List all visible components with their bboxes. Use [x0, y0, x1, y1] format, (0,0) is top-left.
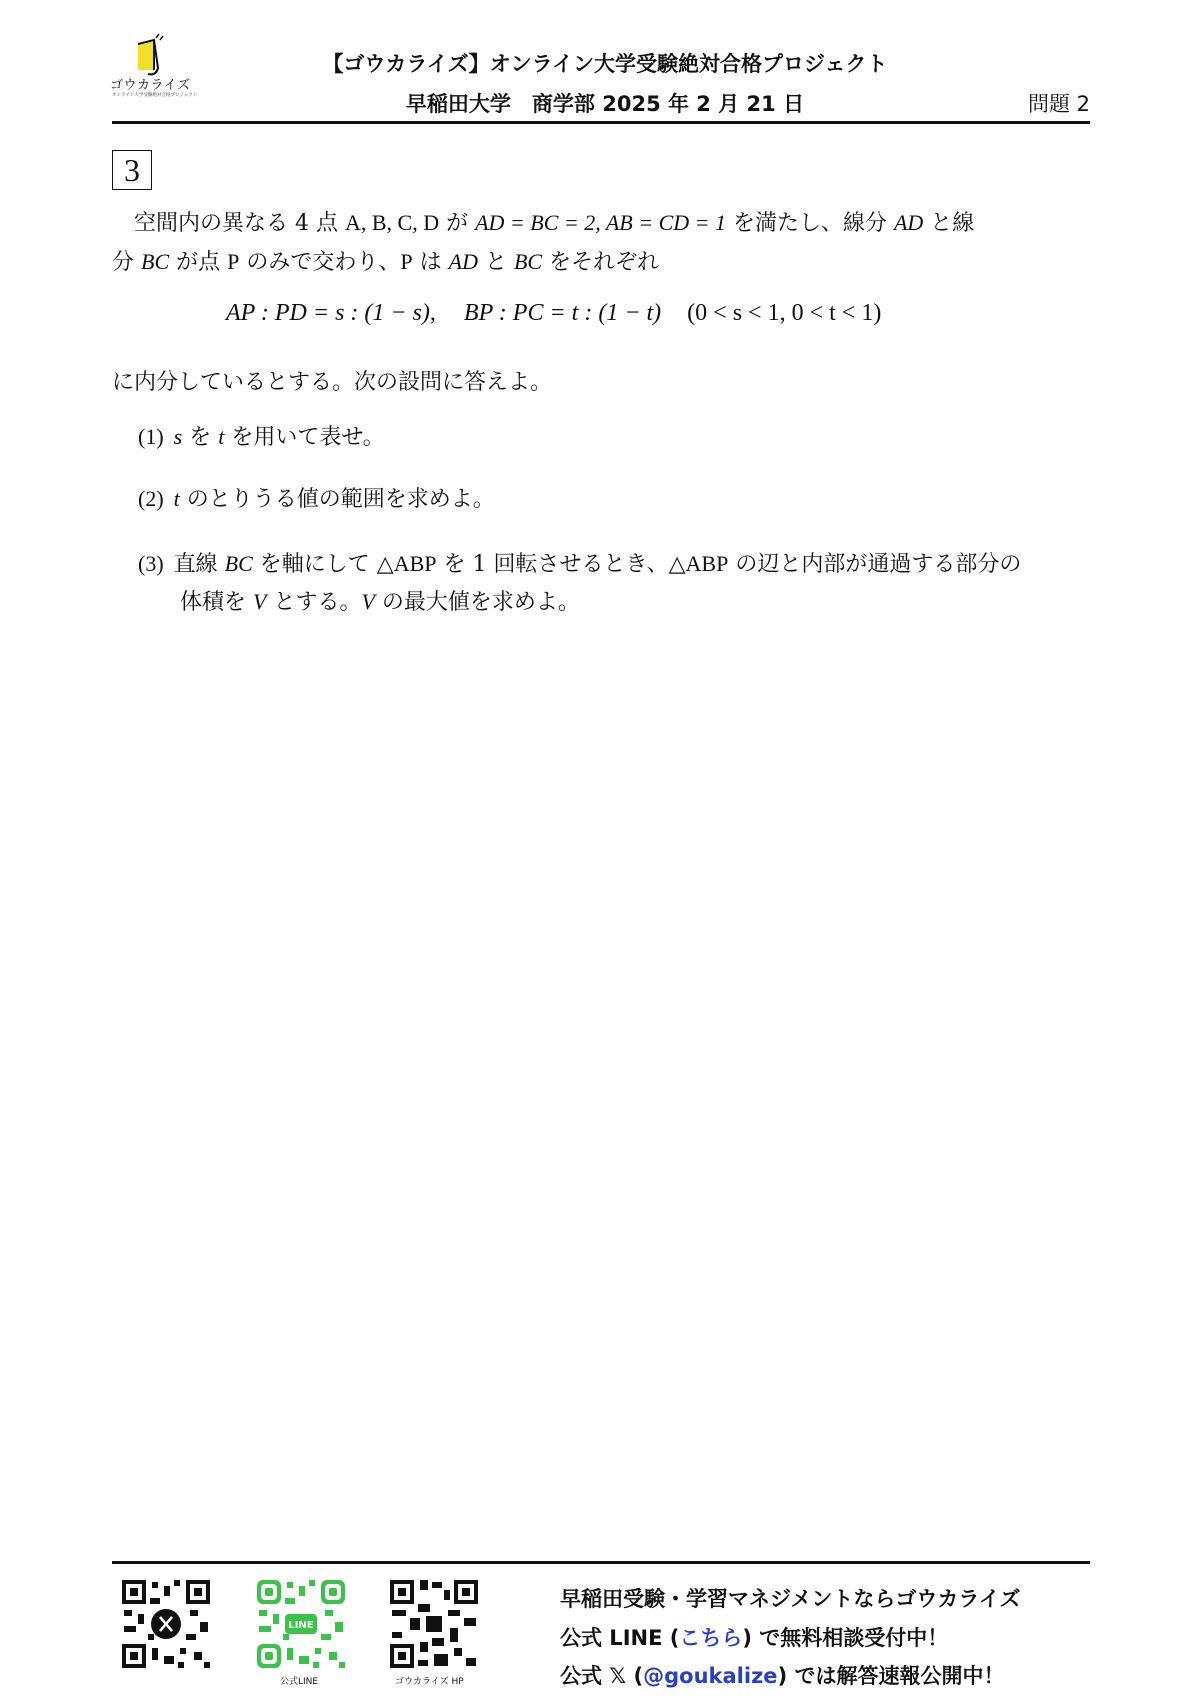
footer-divider: [112, 1561, 1090, 1564]
problem-number-box: 3: [112, 150, 152, 190]
ratio-formula: AP : PD = s : (1 − s), BP : PC = t : (1 − t) (0 < s < 1, 0 < t < 1): [226, 300, 882, 326]
homepage-qr-label: ゴウカライズ HP: [395, 1677, 464, 1687]
question-3-continued: 体積を V とする。V の最大値を求めよ。: [180, 589, 580, 615]
footer-x-contact: 公式 𝕏 (@goukalize) では解答速報公開中！: [560, 1664, 1005, 1688]
header-divider: [112, 121, 1090, 124]
footer-line-contact: 公式 LINE (こちら) で無料相談受付中！: [560, 1626, 949, 1650]
question-3: (3) 直線 BC を軸にして △ABP を 1 回転させるとき、△ABP の辺と内部が通過する部分の: [138, 551, 1022, 577]
logo-tagline: オンライン大学受験絶対合格プロジェクト: [112, 93, 198, 98]
problem-statement-line-1: 空間内の異なる 4 点 A, B, C, D が AD = BC = 2, AB = CD = 1 を満たし、線分 AD と線: [134, 210, 975, 236]
question-2: (2) t のとりうる値の範囲を求めよ。: [138, 486, 495, 512]
page-title: 【ゴウカライズ】オンライン大学受験絶対合格プロジェクト: [322, 52, 888, 76]
line-qr-code[interactable]: [255, 1578, 347, 1670]
exam-subtitle: 早稲田大学 商学部 2025 年 2 月 21 日: [405, 92, 805, 116]
footer-promo-line: 早稲田受験・学習マネジメントならゴウカライズ: [560, 1587, 1021, 1611]
line-link[interactable]: こちら: [679, 1626, 743, 1650]
line-qr-label: 公式LINE: [280, 1677, 319, 1687]
x-account-link[interactable]: @goukalize: [643, 1664, 778, 1688]
question-1: (1) s を t を用いて表せ。: [138, 424, 385, 450]
x-qr-code[interactable]: [120, 1578, 212, 1670]
problem-label: 問題 2: [1027, 92, 1090, 116]
problem-statement-line-2: 分 BC が点 P のみで交わり、P は AD と BC をそれぞれ: [112, 249, 660, 275]
logo-wordmark: ゴウカライズ: [110, 78, 191, 93]
problem-statement-line-3: に内分しているとする。次の設問に答えよ。: [112, 370, 553, 395]
homepage-qr-code[interactable]: [388, 1578, 480, 1670]
svg-text:LINE: LINE: [288, 1620, 314, 1631]
